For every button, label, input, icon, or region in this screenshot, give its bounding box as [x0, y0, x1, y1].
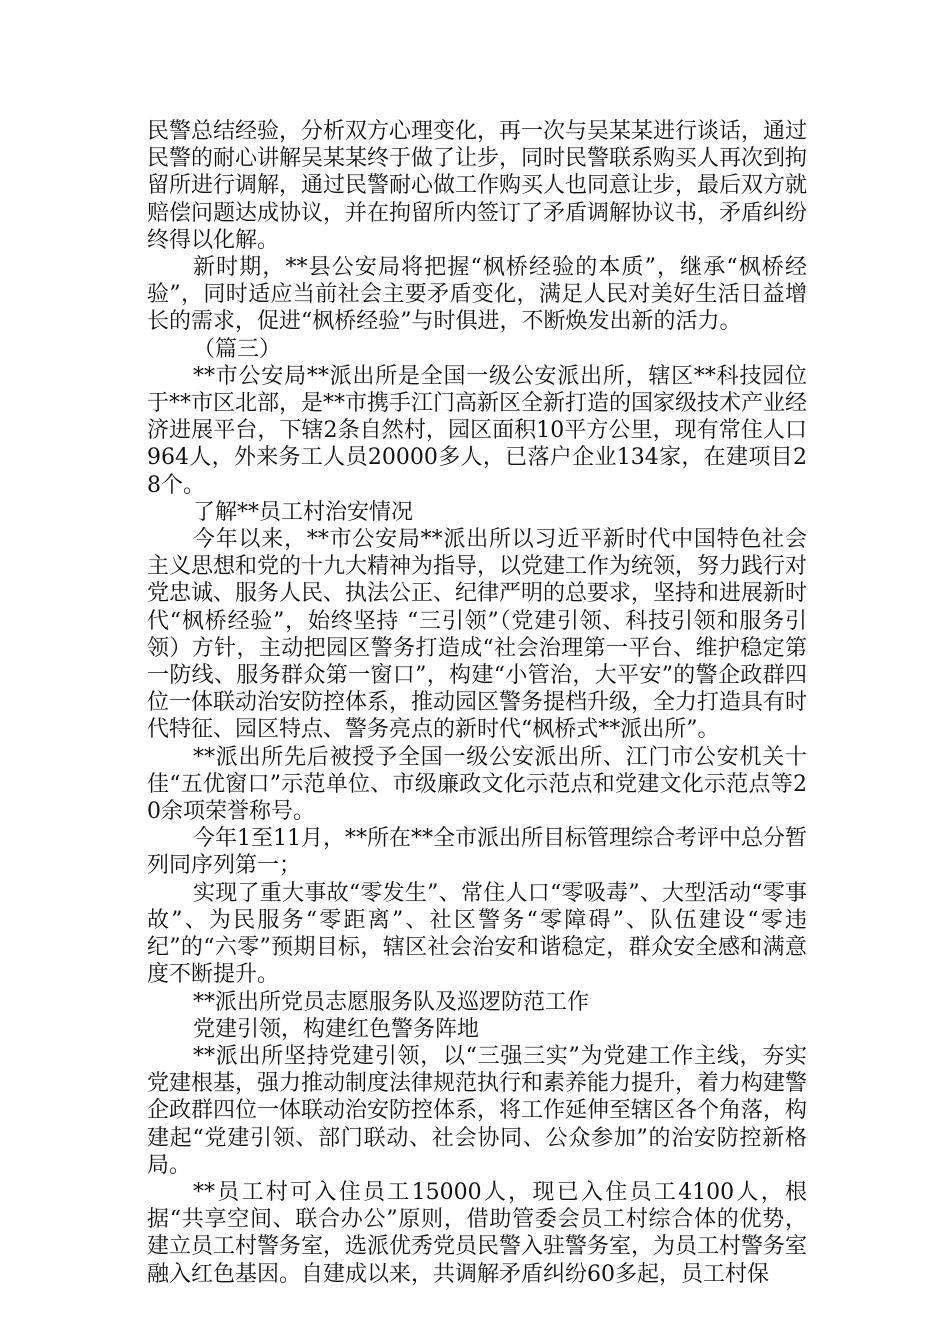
- sub-heading: 党建引领，构建红色警务阵地: [193, 1016, 480, 1042]
- body-paragraph: **派出所坚持党建引领，以“三强三实”为党建工作主线，夯实党建根基，强力推动制度法律规范执行和素养能力提升，着力构建警企政群四位一体联动治安防控体系，将工作延伸至辖区各个角落，构建起“党建引领、部门联动、社会协同、公众参加”的治安防控新格局。: [147, 1043, 808, 1178]
- document-page: [147, 118, 807, 1288]
- body-paragraph: 新时期，**县公安局将把握“枫桥经验的本质”，继承“枫桥经验”，同时适应当前社会主要矛盾变化，满足人民对美好生活日益增长的需求，促进“枫桥经验”与时俱进，不断焕发出新的活力。: [147, 255, 807, 335]
- body-paragraph: **员工村可入住员工15000人，现已入住员工4100人，根据“共享空间、联合办公”原则，借助管委会员工村综合体的优势，建立员工村警务室，选派优秀党员民警入驻警务室，为员工村警务室融入红色基因。自建成以来，共调解矛盾纠纷60多起，员工村保: [147, 1179, 808, 1287]
- body-paragraph: 今年1至11月，**所在**全市派出所目标管理综合考评中总分暂列同序列第一；: [147, 826, 807, 879]
- body-paragraph: **市公安局**派出所是全国一级公安派出所，辖区**科技园位于**市区北部，是**市携手江门高新区全新打造的国家级技术产业经济进展平台，下辖2条自然村，园区面积10平方公里，现有常住人口964人，外来务工人员20000多人，已落户企业134家，在建项目28个。: [147, 363, 808, 498]
- body-paragraph: 民警总结经验，分析双方心理变化，再一次与吴某某进行谈话，通过民警的耐心讲解吴某某终于做了让步，同时民警联系购买人再次到拘留所进行调解，通过民警耐心做工作购买人也同意让步，最后双方就赔偿问题达成协议，并在拘留所内签订了矛盾调解协议书，矛盾纠纷终得以化解。: [147, 119, 808, 253]
- sub-heading: **派出所党员志愿服务队及巡逻防范工作: [193, 989, 590, 1015]
- sub-heading: 了解**员工村治安情况: [193, 499, 414, 525]
- section-heading: （篇三）: [193, 336, 282, 362]
- body-paragraph: 今年以来，**市公安局**派出所以习近平新时代中国特色社会主义思想和党的十九大精神为指导，以党建工作为统领，努力践行对党忠诚、服务人民、执法公正、纪律严明的总要求，坚持和进展新时代“枫桥经验”，始终坚持 “三引领”（党建引领、科技引领和服务引领）方针，主动把园区警务打造成“社会治理第一平台、维护稳定第一防线、服务群众第一窗口”，构建“小管治，大平安”的警企政群四位一体联动治安防控体系，推动园区警务提档升级，全力打造具有时代特征、园区特点、警务亮点的新时代“枫桥式**派出所”。: [147, 527, 808, 743]
- body-paragraph: **派出所先后被授予全国一级公安派出所、江门市公安机关十佳“五优窗口”示范单位、市级廉政文化示范点和党建文化示范点等20余项荣誉称号。: [147, 744, 807, 825]
- body-paragraph: 实现了重大事故“零发生”、常住人口“零吸毒”、大型活动“零事故”、为民服务“零距离”、社区警务“零障碍”、队伍建设“零违纪”的“六零”预期目标，辖区社会治安和谐稳定，群众安全感和满意度不断提升。: [147, 880, 807, 988]
